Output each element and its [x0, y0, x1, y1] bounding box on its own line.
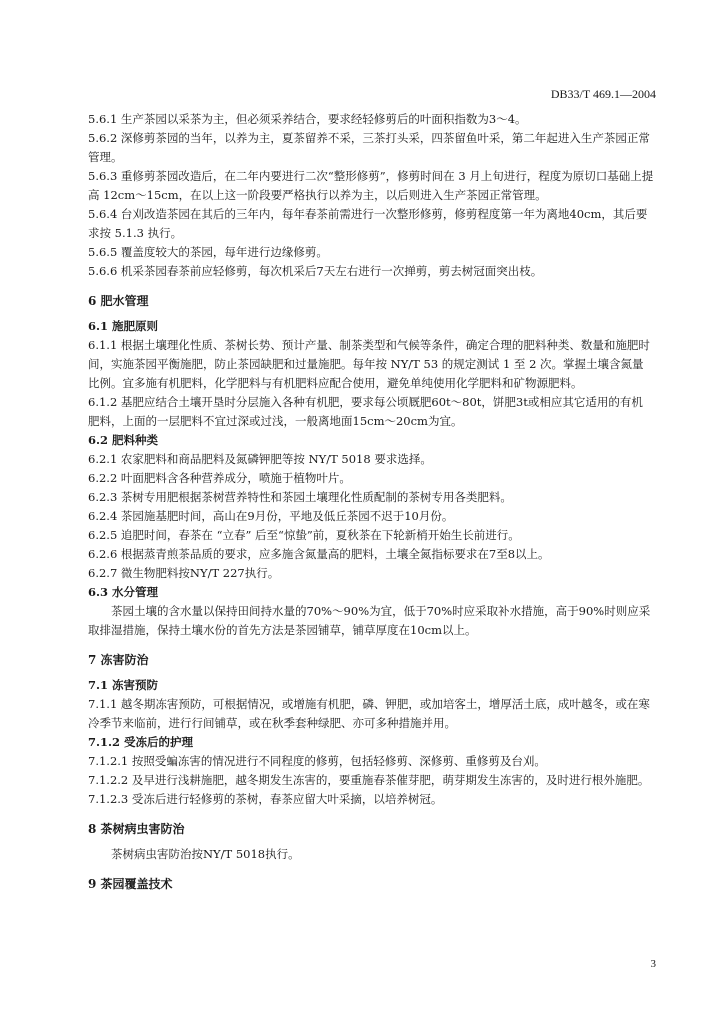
clause-paragraph: 6.1.1 根据土壤理化性质、茶树长势、预计产量、制茶类型和气候等条件，确定合理的肥料种类、数量和施肥时间，实施茶园平衡施肥，防止茶园缺肥和过量施肥。每年按 NY/T 53 的规定测试 1 至 2 次。掌握土壤含氮量比例。宜多施有机肥料，化学肥料与有机肥料应配合使用，避免单纯使用化学肥料和矿物源肥料。	[88, 338, 650, 390]
clause-paragraph: 6.2.4 茶园施基肥时间，高山在9月份，平地及低丘茶园不迟于10月份。	[88, 509, 454, 523]
section-heading: 8 茶树病虫害防治	[88, 822, 185, 836]
clause-paragraph: 6.2.5 追肥时间，春茶在 “立春” 后至“惊蛰”前，夏秋茶在下轮新梢开始生长前进行。	[88, 528, 520, 542]
document-body	[88, 110, 654, 900]
subsection-heading: 7.1.2 受冻后的护理	[88, 735, 194, 749]
clause-paragraph: 5.6.2 深修剪茶园的当年，以养为主，夏茶留养不采，三茶打头采，四茶留鱼叶采，第二年起进入生产茶园正常管理。	[88, 131, 650, 164]
clause-paragraph: 6.2.6 根据蒸青煎茶品质的要求，应多施含氮量高的肥料，土壤全氮指标要求在7至8以上。	[88, 547, 550, 561]
clause-paragraph: 7.1.2.1 按照受蝙冻害的情况进行不同程度的修剪，包括轻修剪、深修剪、重修剪及台刈。	[88, 754, 546, 768]
clause-paragraph: 7.1.1 越冬期冻害预防，可根据情况，或增施有机肥，磷、钾肥，或加培客土，增厚活土底，成叶越冬，或在寒冷季节来临前，进行行间铺草，或在秋季套种绿肥、亦可多种措施并用。	[88, 697, 650, 730]
clause-paragraph: 7.1.2.3 受冻后进行轻修剪的茶树，春茶应留大叶采摘，以培养树冠。	[88, 792, 443, 806]
subsection-heading: 6.2 肥料种类	[88, 433, 159, 447]
clause-paragraph: 6.2.3 茶树专用肥根据茶树营养特性和茶园土壤理化性质配制的茶树专用各类肥料。	[88, 490, 512, 504]
clause-paragraph: 6.2.1 农家肥料和商品肥料及氮磷钾肥等按 NY/T 5018 要求选择。	[88, 452, 432, 466]
clause-paragraph: 6.1.2 基肥应结合土壤开垦时分层施入各种有机肥，要求每公顷厩肥60t～80t，饼肥3t或相应其它适用的有机肥料，上面的一层肥料不宜过深或过浅，一般离地面15cm～20cm为宜。	[88, 395, 643, 428]
body-paragraph: 茶园土壤的含水量以保持田间持水量的70%～90%为宜，低于70%时应采取补水措施，高于90%时则应采取排湿措施，保持土壤水份的首先方法是茶园铺草，铺草厚度在10cm以上。	[88, 604, 651, 637]
body-paragraph: 茶树病虫害防治按NY/T 5018执行。	[111, 847, 300, 861]
clause-paragraph: 5.6.6 机采茶园春茶前应轻修剪，每次机采后7天左右进行一次掸剪，剪去树冠面突出枝。	[88, 264, 543, 278]
clause-paragraph: 5.6.1 生产茶园以采茶为主，但必须采养结合，要求经轻修剪后的叶面积指数为3～4。	[88, 112, 527, 126]
subsection-heading: 7.1 冻害预防	[88, 678, 159, 692]
clause-paragraph: 6.2.2 叶面肥料含各种营养成分，喷施于植物叶片。	[88, 471, 351, 485]
clause-paragraph: 5.6.3 重修剪茶园改造后，在二年内要进行二次“整形修剪”，修剪时间在 3 月上旬进行，程度为原切口基础上提高 12cm～15cm，在以上这一阶段要严格执行以养为主，以后则进入生产茶园正常管理。	[88, 169, 654, 202]
clause-paragraph: 5.6.4 台刈改造茶园在其后的三年内，每年春茶前需进行一次整形修剪，修剪程度第一年为离地40cm，其后要求按 5.1.3 执行。	[88, 207, 648, 240]
subsection-heading: 6.1 施肥原则	[88, 319, 159, 333]
section-heading: 9 茶园覆盖技术	[88, 877, 173, 891]
clause-paragraph: 5.6.5 覆盖度较大的茶园，每年进行边缘修剪。	[88, 245, 328, 259]
subsection-heading: 6.3 水分管理	[88, 585, 159, 599]
section-heading: 6 肥水管理	[88, 294, 149, 308]
clause-paragraph: 6.2.7 微生物肥料按NY/T 227执行。	[88, 566, 280, 580]
clause-paragraph: 7.1.2.2 及早进行浅耕施肥，越冬期发生冻害的，要重施春茶催芽肥，萌芽期发生冻害的，及时进行根外施肥。	[88, 773, 650, 787]
standard-code-header: DB33/T 469.1—2004	[550, 87, 656, 101]
section-heading: 7 冻害防治	[88, 653, 149, 667]
page-number: 3	[650, 958, 656, 970]
